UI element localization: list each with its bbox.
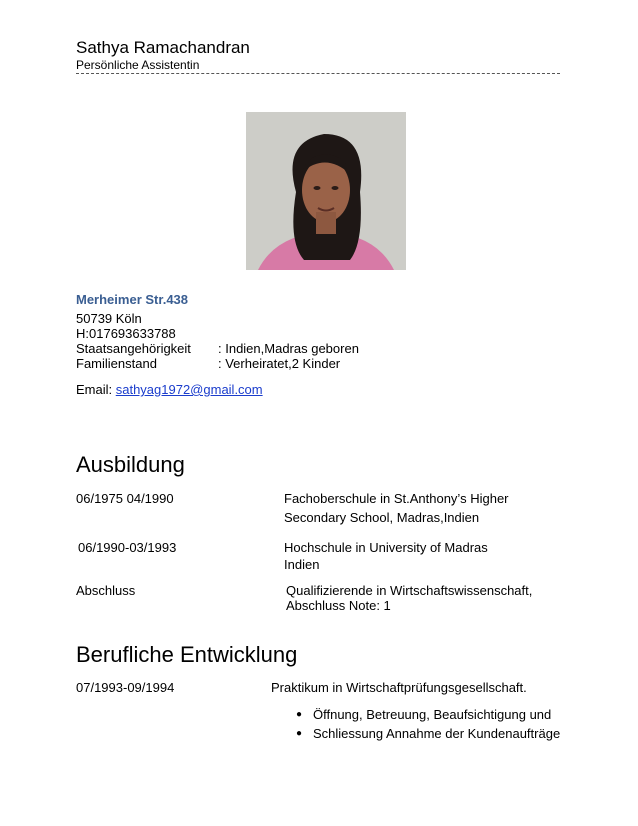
education-period: 06/1975 04/1990 xyxy=(76,491,174,506)
career-role: Praktikum in Wirtschaftprüfungsgesellschaft. xyxy=(271,680,527,695)
email-label: Email: xyxy=(76,382,116,397)
education-detail: Abschluss Note: 1 xyxy=(286,598,391,613)
phone-number: H:017693633788 xyxy=(76,326,176,341)
portrait-photo xyxy=(246,112,406,270)
email-link[interactable]: sathyag1972@gmail.com xyxy=(115,382,263,397)
education-heading: Ausbildung xyxy=(76,452,185,477)
education-detail: Hochschule in University of Madras xyxy=(284,540,488,555)
bullet-icon: ● xyxy=(296,728,303,739)
education-period: Abschluss xyxy=(76,583,136,598)
family-status-label: Familienstand xyxy=(76,356,157,371)
bullet-icon: ● xyxy=(296,709,303,720)
family-status-value: : Verheiratet,2 Kinder xyxy=(218,356,341,371)
nationality-label: Staatsangehörigkeit xyxy=(76,341,191,356)
job-title: Persönliche Assistentin xyxy=(76,58,200,72)
education-detail: Qualifizierende in Wirtschaftswissenschaft, xyxy=(286,583,533,598)
nationality-value: : Indien,Madras geboren xyxy=(218,341,359,356)
career-task: Öffnung, Betreuung, Beaufsichtigung und xyxy=(313,707,552,722)
education-period: 06/1990-03/1993 xyxy=(78,540,177,555)
portrait-photo-icon xyxy=(246,112,406,270)
career-task: Schliessung Annahme der Kundenaufträge xyxy=(313,726,561,741)
street-address: Merheimer Str.438 xyxy=(76,292,189,307)
education-detail: Secondary School, Madras,Indien xyxy=(284,510,480,525)
career-heading: Berufliche Entwicklung xyxy=(76,642,298,667)
candidate-name: Sathya Ramachandran xyxy=(76,38,250,57)
email-row xyxy=(76,382,263,397)
education-detail: Indien xyxy=(284,557,320,572)
city-address: 50739 Köln xyxy=(76,311,142,326)
career-period: 07/1993-09/1994 xyxy=(76,680,175,695)
education-detail: Fachoberschule in St.Anthony’s Higher xyxy=(284,491,509,506)
header-divider xyxy=(76,73,560,74)
